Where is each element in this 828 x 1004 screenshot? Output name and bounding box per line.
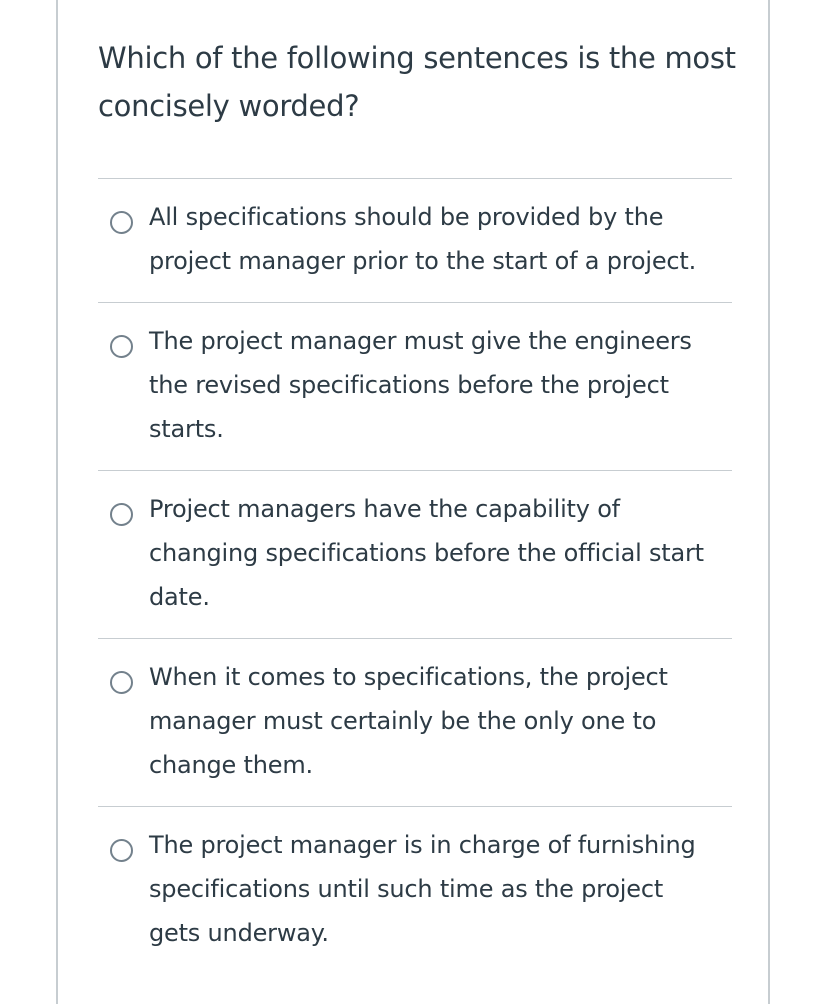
answer-option-1[interactable] — [98, 178, 732, 302]
radio-button-icon[interactable] — [110, 211, 133, 234]
answer-label: Project managers have the capability of changing specifications before the official start date. — [149, 495, 704, 611]
answer-option-5[interactable] — [98, 806, 732, 974]
answer-option-2[interactable] — [98, 302, 732, 470]
radio-button-icon[interactable] — [110, 503, 133, 526]
answer-label: All specifications should be provided by the project manager prior to the start of a project. — [149, 203, 697, 275]
question-card — [56, 0, 770, 1004]
answer-label: When it comes to specifications, the project manager must certainly be the only one to change them. — [149, 663, 668, 779]
answer-option-3[interactable] — [98, 470, 732, 638]
radio-button-icon[interactable] — [110, 839, 133, 862]
radio-button-icon[interactable] — [110, 671, 133, 694]
radio-button-icon[interactable] — [110, 335, 133, 358]
answer-list — [98, 178, 732, 974]
answer-option-4[interactable] — [98, 638, 732, 806]
question-text: Which of the following sentences is the most concisely worded? — [98, 41, 736, 123]
answer-label: The project manager must give the engineers the revised specifications before the project starts. — [149, 327, 692, 443]
answer-label: The project manager is in charge of furnishing specifications until such time as the project gets underway. — [149, 831, 696, 947]
